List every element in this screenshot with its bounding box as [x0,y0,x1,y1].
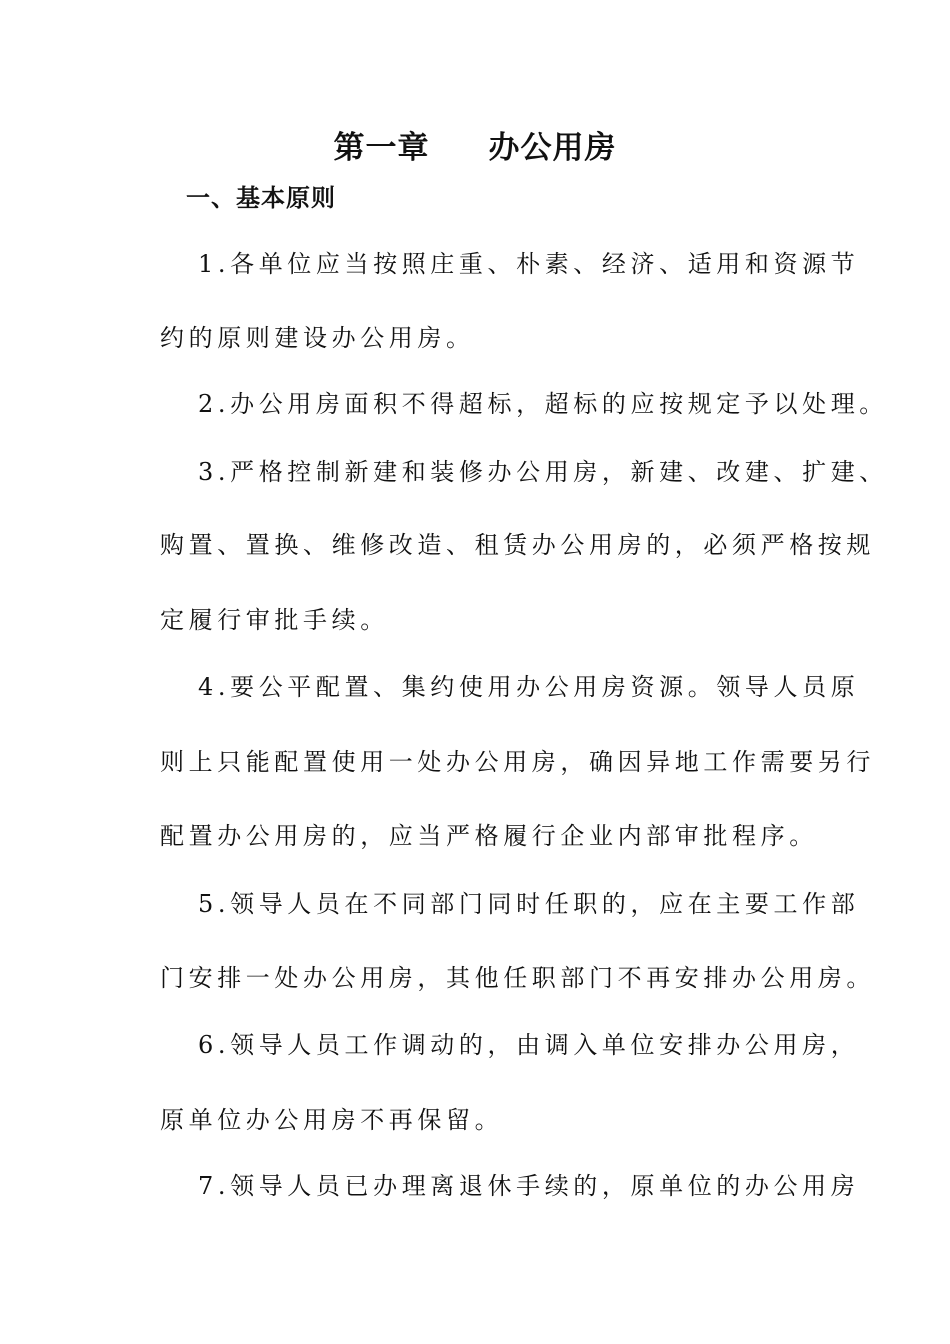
paragraph-4-line-1: 4.要公平配置、集约使用办公用房资源。领导人员原 [198,673,860,701]
paragraph-7-line-1: 7.领导人员已办理离退休手续的，原单位的办公用房 [198,1172,860,1200]
paragraph-2-line-1: 2.办公用房面积不得超标，超标的应按规定予以处理。 [198,390,888,418]
paragraph-4-line-2: 则上只能配置使用一处办公用房，确因异地工作需要另行 [160,748,875,776]
paragraph-4-line-3: 配置办公用房的，应当严格履行企业内部审批程序。 [160,822,818,850]
paragraph-5-line-1: 5.领导人员在不同部门同时任职的，应在主要工作部 [198,890,860,918]
paragraph-5-line-2: 门安排一处办公用房，其他任职部门不再安排办公用房。 [160,964,875,992]
paragraph-1-line-1: 1.各单位应当按照庄重、朴素、经济、适用和资源节 [198,250,860,278]
paragraph-3-line-1: 3.严格控制新建和装修办公用房，新建、改建、扩建、 [198,458,888,486]
paragraph-6-line-1: 6.领导人员工作调动的，由调入单位安排办公用房， [198,1031,860,1059]
paragraph-6-line-2: 原单位办公用房不再保留。 [160,1106,504,1134]
paragraph-1-line-2: 约的原则建设办公用房。 [160,324,475,352]
section-heading: 一、基本原则 [186,184,336,212]
chapter-title: 第一章 办公用房 [333,130,617,166]
paragraph-3-line-2: 购置、置换、维修改造、租赁办公用房的，必须严格按规 [160,531,875,559]
paragraph-3-line-3: 定履行审批手续。 [160,606,389,634]
